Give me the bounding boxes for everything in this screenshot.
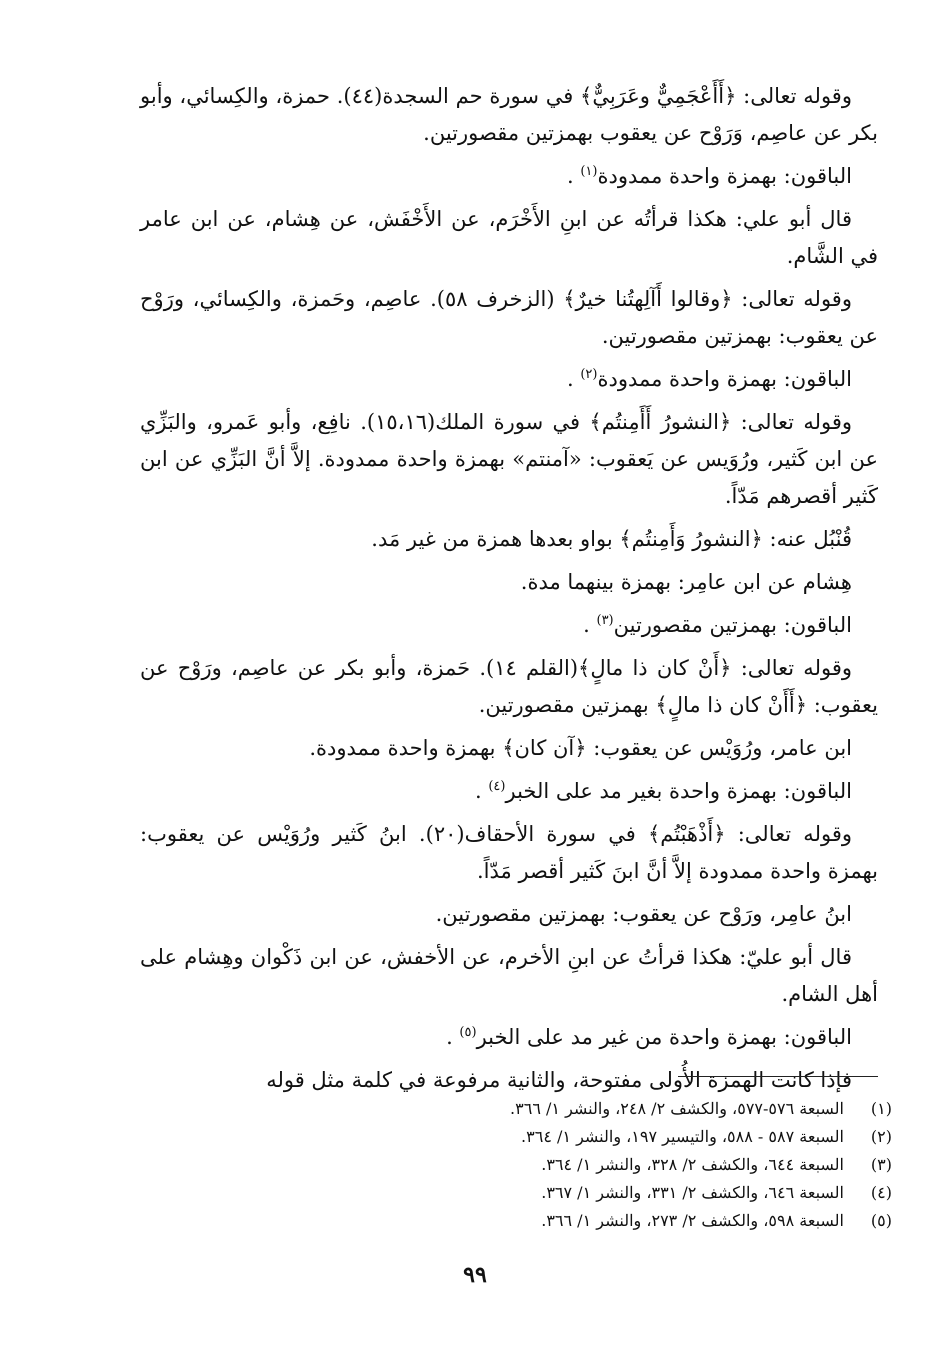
footnote-reference: (١) <box>580 164 598 179</box>
paragraph: وقوله تعالى: ﴿وقالوا أَآلِهتُنا خيرٌ﴾ (الزخرف ٥٨). عاصِم، وحَمزة، والكِسائي، ورَوْح عن يعقوب: بهمزتين مقصورتين. <box>140 287 878 348</box>
footnote-reference: (٣) <box>596 613 614 628</box>
page-number: ٩٩ <box>463 1262 487 1288</box>
footnote <box>132 1207 892 1235</box>
paragraph: وقوله تعالى: ﴿أَنْ كان ذا مالٍ﴾(القلم ١٤). حَمزة، وأبو بكر عن عاصِم، ورَوْح عن يعقوب: ﴿أَأَنْ كان ذا مالٍ﴾ بهمزتين مقصورتين. <box>140 656 878 717</box>
paragraph: الباقون: بهمزة واحدة من غير مد على الخبر$^{(٥)}$ . <box>446 1025 852 1049</box>
footnote-number: (٢) <box>870 1127 892 1146</box>
footnote-number: (٥) <box>870 1211 892 1230</box>
footnote <box>132 1123 892 1151</box>
paragraph: قال أبو عليّ: هكذا قرأتُ عن ابنِ الأخرم، عن الأخفش، عن ابن ذَكْوان وهِشام على أهل الشام. <box>140 945 878 1006</box>
paragraph: فإذا كانت الهمزة الأُولى مفتوحة، والثانية مرفوعة في كلمة مثل قوله <box>266 1068 852 1092</box>
footnote-reference: (٥) <box>459 1025 477 1040</box>
paragraph: الباقون: بهمزة واحدة ممدودة$^{(٢)}$ . <box>566 367 852 391</box>
paragraph: وقوله تعالى: ﴿أَذْهَبْتُم﴾ في سورة الأحقاف(٢٠). ابنُ كَثير ورُوَيْس عن يعقوب: بهمزة واحدة ممدودة إلاَّ أنَّ ابنَ كَثير أقصر مَدّاً. <box>140 822 878 883</box>
paragraph: وقوله تعالى: ﴿النشورُ أَأَمِنتُم﴾ في سورة الملك(١٥،١٦). نافِع، وأبو عَمرو، والبَزِّي عن ابن كَثير، ورُوَيس عن يَعقوب: «آمنتم» بهمزة واحدة ممدودة. إلاَّ أنَّ البَزِّي عن ابن كَثير أقصرهم مَدّاً. <box>140 410 878 508</box>
footnote-number: (٣) <box>870 1155 892 1174</box>
paragraph: قال أبو علي: هكذا قرأتُه عن ابنِ الأَخْرَم، عن الأَخْفَش، عن هِشام، عن ابن عامر في الشَّام. <box>140 207 878 268</box>
footnote-text: السبعة ٦٤٦، والكشف ٢/ ٣٣١، والنشر ١/ ٣٦٧. <box>541 1183 844 1202</box>
footnote-divider <box>678 1076 878 1077</box>
footnote-number: (١) <box>870 1099 892 1118</box>
paragraph: الباقون: بهمزة واحدة بغير مد على الخبر$^{(٤)}$ . <box>474 779 852 803</box>
footnote-reference: (٤) <box>488 779 506 794</box>
main-text <box>140 78 878 1105</box>
footnote-number: (٤) <box>870 1183 892 1202</box>
footnote-text: السبعة ٥٧٦-٥٧٧، والكشف ٢/ ٢٤٨، والنشر ١/ ٣٦٦. <box>510 1099 844 1118</box>
paragraph: هِشام عن ابن عامِر: بهمزة بينهما مدة. <box>520 570 852 594</box>
paragraph: ابن عامر، ورُوَيْس عن يعقوب: ﴿آن كان﴾ بهمزة واحدة ممدودة. <box>309 736 852 760</box>
footnote-text: السبعة ٥٨٧ - ٥٨٨، والتيسير ١٩٧، والنشر ١/ ٣٦٤. <box>521 1127 844 1146</box>
paragraph: وقوله تعالى: ﴿أَأَعْجَمِيٌّ وعَرَبِيٌّ﴾ في سورة حم السجدة(٤٤). حمزة، والكِسائي، وأبو بكر عن عاصِم، وَرَوْح عن يعقوب بهمزتين مقصورتين. <box>140 84 878 145</box>
paragraph: ابنُ عامِر، ورَوْح عن يعقوب: بهمزتين مقصورتين. <box>435 902 852 926</box>
footnote-text: السبعة ٦٤٤، والكشف ٢/ ٣٢٨، والنشر ١/ ٣٦٤. <box>541 1155 844 1174</box>
footnotes <box>132 1095 892 1235</box>
footnote <box>132 1179 892 1207</box>
footnote <box>132 1095 892 1123</box>
paragraph: الباقون: بهمزتين مقصورتين$^{(٣)}$ . <box>583 613 852 637</box>
paragraph: قُنْبُل عنه: ﴿النشورُ وَأَمِنتُم﴾ بواو بعدها همزة من غير مَد. <box>371 527 852 551</box>
footnote-reference: (٢) <box>580 367 598 382</box>
paragraph: الباقون: بهمزة واحدة ممدودة$^{(١)}$ . <box>566 164 852 188</box>
footnote <box>132 1151 892 1179</box>
footnote-text: السبعة ٥٩٨، والكشف ٢/ ٢٧٣، والنشر ١/ ٣٦٦. <box>541 1211 844 1230</box>
